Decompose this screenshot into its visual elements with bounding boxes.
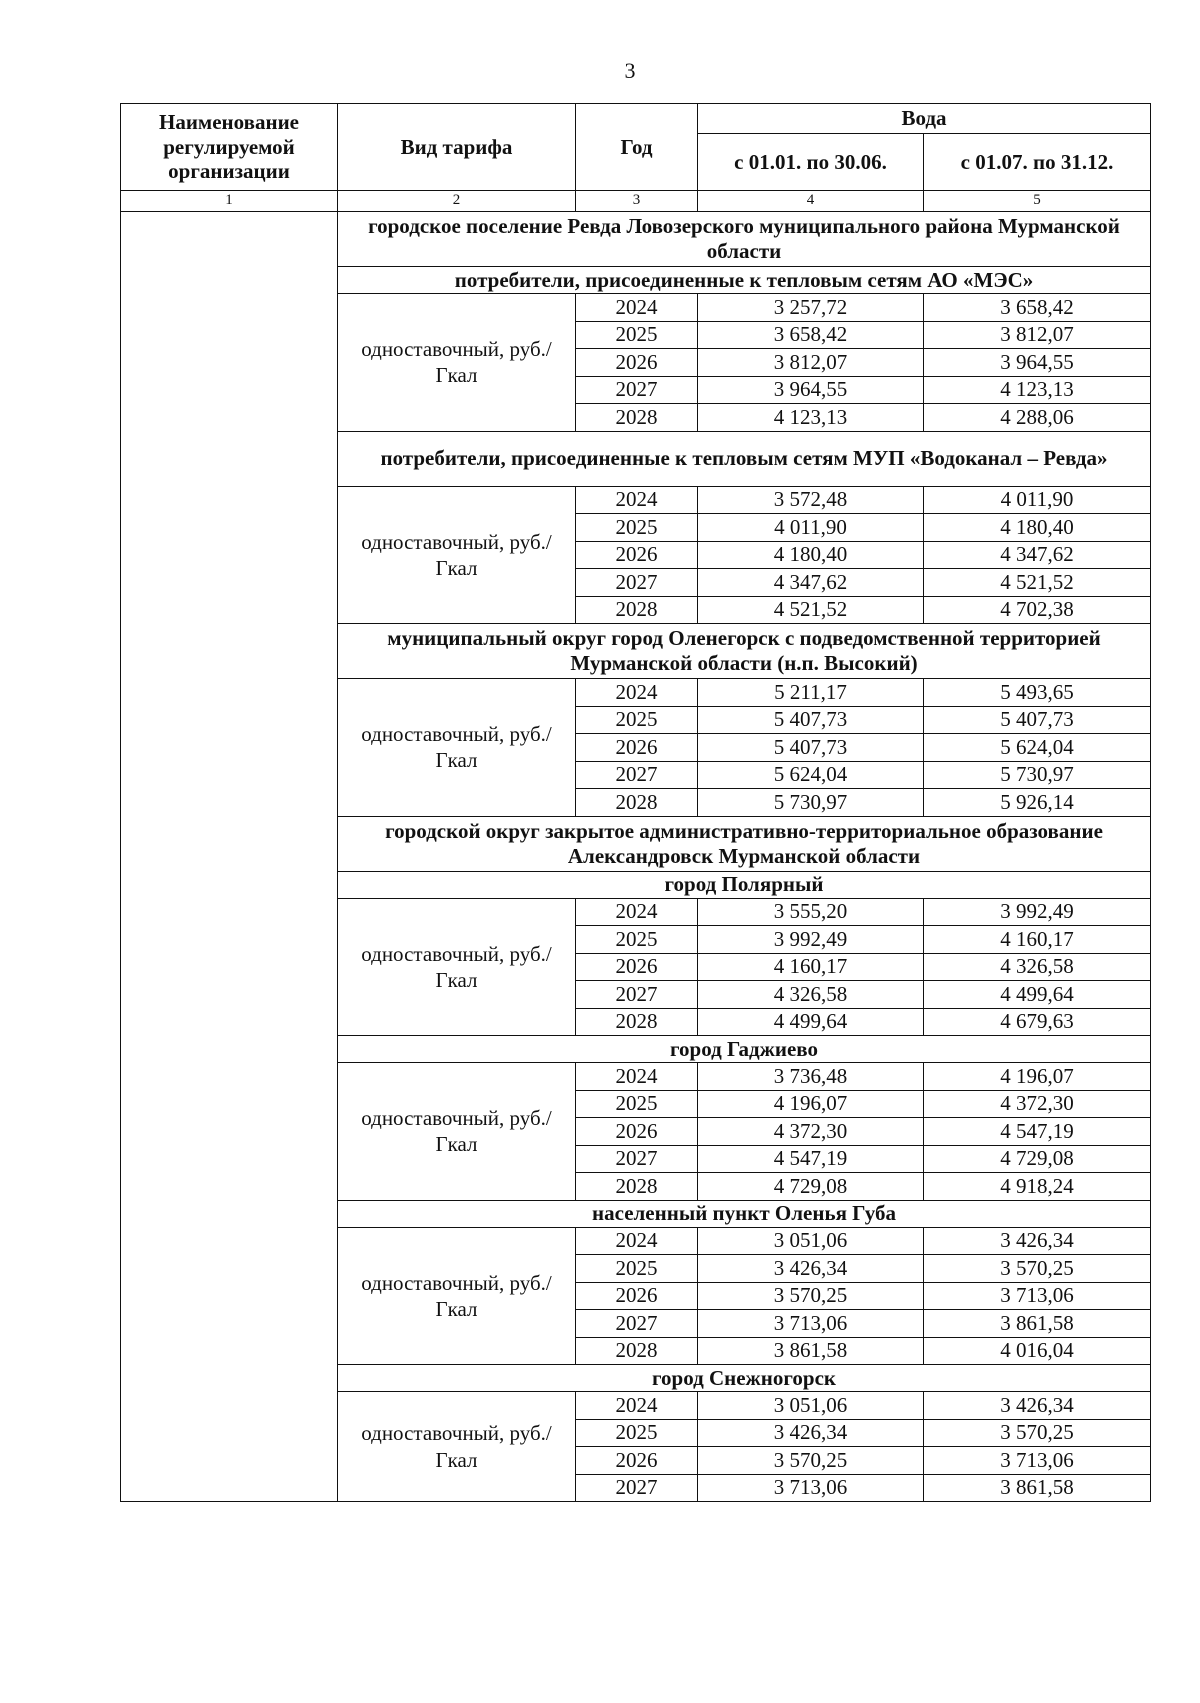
page-number: 3: [624, 58, 636, 83]
period1-value: 3 570,25: [698, 1282, 924, 1310]
header-tariff-type: Вид тарифа: [338, 104, 576, 191]
period2-value: 4 180,40: [924, 514, 1151, 542]
period2-value: 4 918,24: [924, 1173, 1151, 1201]
year-cell: 2024: [576, 486, 698, 514]
period2-value: 3 861,58: [924, 1310, 1151, 1338]
period2-value: 5 493,65: [924, 679, 1151, 707]
period1-value: 3 736,48: [698, 1063, 924, 1091]
tariff-type-cell: одноставочный, руб./Гкал: [338, 1063, 576, 1201]
period1-value: 4 123,13: [698, 404, 924, 432]
column-index: 5: [924, 191, 1151, 212]
year-cell: 2024: [576, 898, 698, 926]
year-cell: 2024: [576, 1227, 698, 1255]
period1-value: 4 160,17: [698, 953, 924, 981]
year-cell: 2026: [576, 349, 698, 377]
period2-value: 4 499,64: [924, 981, 1151, 1009]
year-cell: 2026: [576, 1118, 698, 1146]
year-cell: 2027: [576, 1145, 698, 1173]
period1-value: 3 713,06: [698, 1474, 924, 1502]
period1-value: 5 407,73: [698, 734, 924, 762]
year-cell: 2025: [576, 1255, 698, 1283]
period2-value: 3 426,34: [924, 1392, 1151, 1420]
tariff-type-cell: одноставочный, руб./Гкал: [338, 679, 576, 817]
header-period1: с 01.01. по 30.06.: [698, 134, 924, 191]
period1-value: 3 426,34: [698, 1255, 924, 1283]
period1-value: 3 051,06: [698, 1227, 924, 1255]
period2-value: 4 160,17: [924, 926, 1151, 954]
year-cell: 2025: [576, 1419, 698, 1447]
year-cell: 2025: [576, 926, 698, 954]
section-header-row: [121, 212, 1151, 267]
period1-value: 5 624,04: [698, 761, 924, 789]
year-cell: 2024: [576, 1392, 698, 1420]
period2-value: 4 123,13: [924, 376, 1151, 404]
tariff-type-cell: одноставочный, руб./Гкал: [338, 1227, 576, 1365]
period1-value: 3 426,34: [698, 1419, 924, 1447]
period1-value: 3 051,06: [698, 1392, 924, 1420]
period2-value: 4 326,58: [924, 953, 1151, 981]
period1-value: 3 713,06: [698, 1310, 924, 1338]
section-title: потребители, присоединенные к тепловым сетям МУП «Водоканал – Ревда»: [338, 431, 1151, 486]
period2-value: 3 713,06: [924, 1282, 1151, 1310]
year-cell: 2027: [576, 569, 698, 597]
year-cell: 2028: [576, 1337, 698, 1365]
year-cell: 2026: [576, 734, 698, 762]
year-cell: 2026: [576, 1447, 698, 1475]
column-index: 3: [576, 191, 698, 212]
period2-value: 3 426,34: [924, 1227, 1151, 1255]
period2-value: 3 812,07: [924, 321, 1151, 349]
period2-value: 4 288,06: [924, 404, 1151, 432]
period1-value: 3 861,58: [698, 1337, 924, 1365]
period2-value: 4 372,30: [924, 1090, 1151, 1118]
period2-value: 4 702,38: [924, 596, 1151, 624]
period2-value: 4 347,62: [924, 541, 1151, 569]
period2-value: 3 992,49: [924, 898, 1151, 926]
column-index: 1: [121, 191, 338, 212]
table-body: [121, 212, 1151, 1502]
period1-value: 4 499,64: [698, 1008, 924, 1036]
period2-value: 4 011,90: [924, 486, 1151, 514]
year-cell: 2027: [576, 981, 698, 1009]
year-cell: 2027: [576, 1474, 698, 1502]
organization-cell: [121, 212, 338, 1502]
period2-value: 3 570,25: [924, 1419, 1151, 1447]
year-cell: 2024: [576, 294, 698, 322]
year-cell: 2028: [576, 404, 698, 432]
period1-value: 5 407,73: [698, 706, 924, 734]
period2-value: 3 964,55: [924, 349, 1151, 377]
period1-value: 3 572,48: [698, 486, 924, 514]
year-cell: 2027: [576, 1310, 698, 1338]
tariff-type-cell: одноставочный, руб./Гкал: [338, 1392, 576, 1502]
period2-value: 5 407,73: [924, 706, 1151, 734]
year-cell: 2027: [576, 376, 698, 404]
year-cell: 2028: [576, 1173, 698, 1201]
period1-value: 4 326,58: [698, 981, 924, 1009]
period2-value: 4 521,52: [924, 569, 1151, 597]
section-title: городское поселение Ревда Ловозерского муниципального района Мурманской области: [338, 212, 1151, 267]
period1-value: 4 547,19: [698, 1145, 924, 1173]
header-period2: с 01.07. по 31.12.: [924, 134, 1151, 191]
period1-value: 4 180,40: [698, 541, 924, 569]
period1-value: 4 521,52: [698, 596, 924, 624]
period1-value: 5 730,97: [698, 789, 924, 817]
period1-value: 3 555,20: [698, 898, 924, 926]
period2-value: 4 729,08: [924, 1145, 1151, 1173]
period1-value: 4 196,07: [698, 1090, 924, 1118]
period1-value: 3 570,25: [698, 1447, 924, 1475]
period1-value: 4 729,08: [698, 1173, 924, 1201]
period1-value: 3 964,55: [698, 376, 924, 404]
period2-value: 5 730,97: [924, 761, 1151, 789]
column-index: 2: [338, 191, 576, 212]
tariff-type-cell: одноставочный, руб./Гкал: [338, 486, 576, 624]
year-cell: 2027: [576, 761, 698, 789]
section-title: город Гаджиево: [338, 1036, 1151, 1063]
period2-value: 3 861,58: [924, 1474, 1151, 1502]
period2-value: 5 624,04: [924, 734, 1151, 762]
period1-value: 3 257,72: [698, 294, 924, 322]
period1-value: 3 658,42: [698, 321, 924, 349]
period2-value: 4 016,04: [924, 1337, 1151, 1365]
section-title: городской округ закрытое административно-территориальное образование Александровск Мурманской области: [338, 816, 1151, 871]
year-cell: 2024: [576, 1063, 698, 1091]
period2-value: 4 196,07: [924, 1063, 1151, 1091]
period2-value: 3 713,06: [924, 1447, 1151, 1475]
header-org: Наименование регулируемой организации: [121, 104, 338, 191]
header-water: Вода: [698, 104, 1151, 134]
period1-value: 4 372,30: [698, 1118, 924, 1146]
period1-value: 5 211,17: [698, 679, 924, 707]
year-cell: 2025: [576, 706, 698, 734]
year-cell: 2025: [576, 1090, 698, 1118]
year-cell: 2024: [576, 679, 698, 707]
period2-value: 4 547,19: [924, 1118, 1151, 1146]
year-cell: 2026: [576, 953, 698, 981]
year-cell: 2026: [576, 1282, 698, 1310]
tariff-type-cell: одноставочный, руб./Гкал: [338, 294, 576, 432]
section-title: потребители, присоединенные к тепловым сетям АО «МЭС»: [338, 267, 1151, 294]
year-cell: 2028: [576, 789, 698, 817]
tariff-type-cell: одноставочный, руб./Гкал: [338, 898, 576, 1036]
year-cell: 2026: [576, 541, 698, 569]
tariff-table: [120, 103, 1151, 1502]
year-cell: 2028: [576, 596, 698, 624]
period2-value: 4 679,63: [924, 1008, 1151, 1036]
period2-value: 3 570,25: [924, 1255, 1151, 1283]
section-title: населенный пункт Оленья Губа: [338, 1200, 1151, 1227]
year-cell: 2025: [576, 321, 698, 349]
year-cell: 2025: [576, 514, 698, 542]
header-year: Год: [576, 104, 698, 191]
section-title: город Снежногорск: [338, 1365, 1151, 1392]
period2-value: 5 926,14: [924, 789, 1151, 817]
year-cell: 2028: [576, 1008, 698, 1036]
section-title: город Полярный: [338, 871, 1151, 898]
column-index: 4: [698, 191, 924, 212]
period1-value: 4 011,90: [698, 514, 924, 542]
section-title: муниципальный округ город Оленегорск с подведомственной территорией Мурманской области (н.п. Высокий): [338, 624, 1151, 679]
period1-value: 3 812,07: [698, 349, 924, 377]
period1-value: 4 347,62: [698, 569, 924, 597]
period1-value: 3 992,49: [698, 926, 924, 954]
period2-value: 3 658,42: [924, 294, 1151, 322]
